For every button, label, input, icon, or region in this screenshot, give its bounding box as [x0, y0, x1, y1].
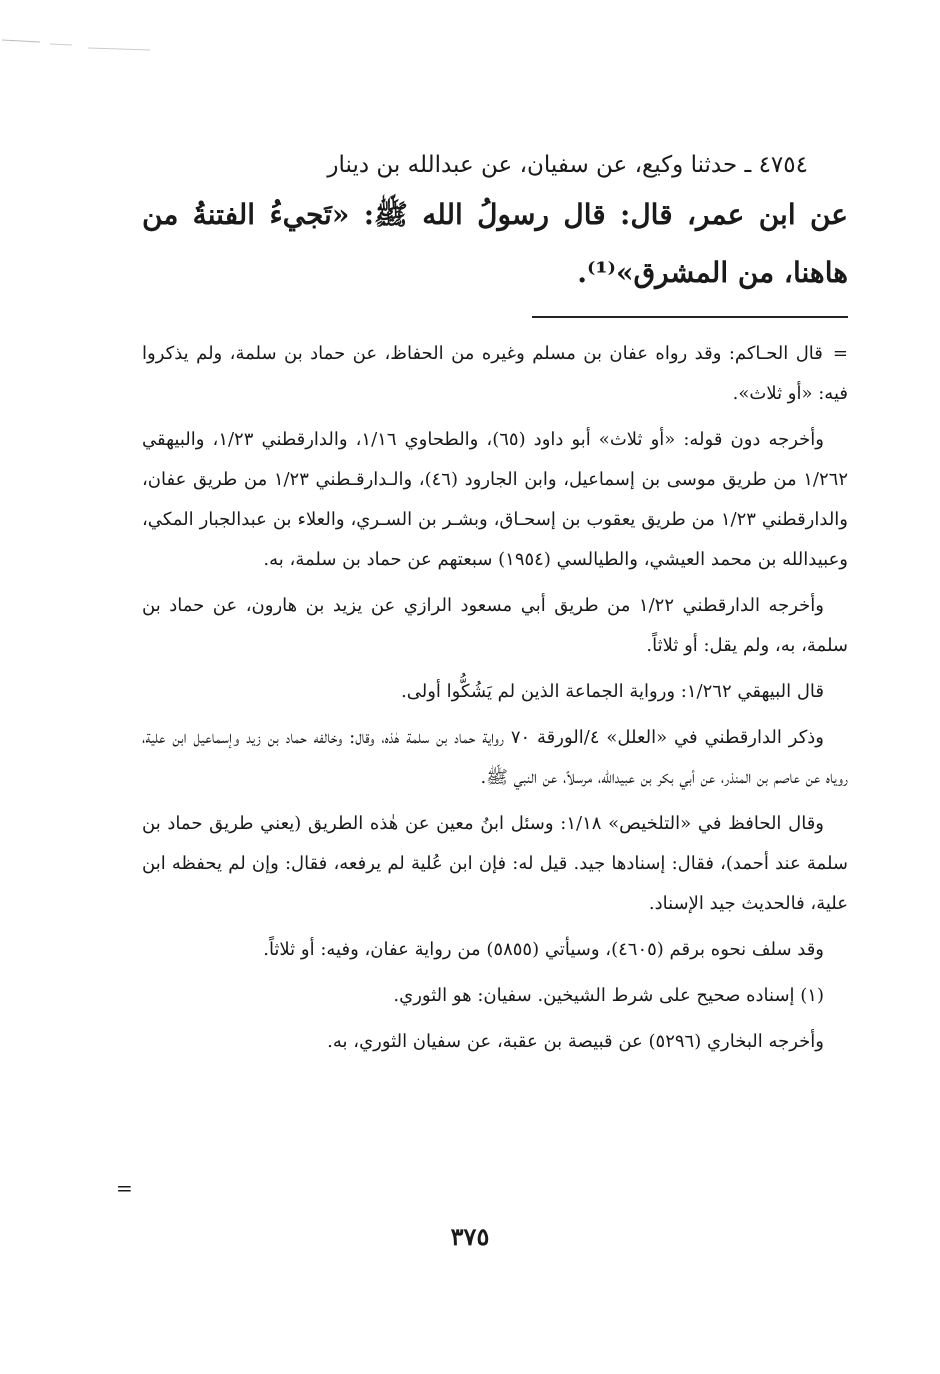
hadith-isnad: ٤٧٥٤ ـ حدثنا وكيع، عن سفيان، عن عبدالله بن دينار [327, 152, 808, 178]
footnote-paragraph: وأخرجه دون قوله: «أو ثلاث» أبو داود (٦٥)، والطحاوي ١/١٦، والدارقطني ١/٢٣، والبيهقي ١/٢٦٢ من طريق موسى بن إسماعيل، وابن الجارود (٤٦)، والـدارقـطني ١/٢٣ من طريق عفان، والدارقطني ١/٢٣ من طريق يعقوب بن إسحـاق، وبشـر بن السـري، والعلاء بن عبدالجبار المكي، وعبيدالله بن محمد العيشي، والطيالسي (١٩٥٤) سبعتهم عن حماد بن سلمة، به. [142, 429, 848, 570]
footnote-paragraph: وذكر الدارقطني في «العلل» ٤/الورقة ٧٠ رواية حماد بن سلمة هٰذه، وقال: وخالفه حماد بن زيد وإسماعيل ابن علية، روياه عن عاصم بن المنذر، عن أبي بكر بن عبيدالله، مرسلاً، عن النبي ﷺ. [142, 727, 848, 788]
footnote-paragraph: وأخرجه الدارقطني ١/٢٢ من طريق أبي مسعود الرازي عن يزيد بن هارون، عن حماد بن سلمة، به، ولم يقل: أو ثلاثاً. [142, 595, 848, 656]
footnote-1-continued: وأخرجه البخاري (٥٢٩٦) عن قبيصة بن عقبة، عن سفيان الثوري، به. [327, 1031, 824, 1052]
page-body [142, 148, 848, 1068]
footnote-1: (١) إسناده صحيح على شرط الشيخين. سفيان: هو الثوري. [393, 985, 824, 1006]
footnote-paragraph: =قال الحـاكم: وقد رواه عفان بن مسلم وغيره من الحفاظ، عن حماد بن سلمة، ولم يذكروا فيه: «أو ثلاث». [142, 343, 848, 404]
footnote-paragraph: قال البيهقي ١/٢٦٢: ورواية الجماعة الذين لم يَشُكُّوا أولى. [401, 681, 824, 702]
continuation-mark: = [832, 343, 848, 364]
scan-artifact [0, 30, 170, 60]
hadith-matn: عن ابن عمر، قال: قال رسولُ الله ﷺ: «تَجيءُ الفتنةُ من هاهنا، من المشرق»⁽¹⁾. [142, 198, 848, 289]
footnote-paragraph: وقد سلف نحوه برقم (٤٦٠٥)، وسيأتي (٥٨٥٥) من رواية عفان، وفيه: أو ثلاثاً. [263, 939, 824, 960]
footnote-paragraph: وقال الحافظ في «التلخيص» ١/١٨: وسئل ابنُ معين عن هٰذه الطريق (يعني طريق حماد بن سلمة عند أحمد)، فقال: إسنادها جيد. قيل له: فإن ابن عُلية لم يرفعه، فقال: وإن لم يحفظه ابن علية، فالحديث جيد الإسناد. [142, 813, 848, 914]
continuation-mark-end: = [116, 1176, 133, 1200]
footnote-separator [532, 316, 848, 318]
page-number: ٣٧٥ [450, 1222, 490, 1251]
